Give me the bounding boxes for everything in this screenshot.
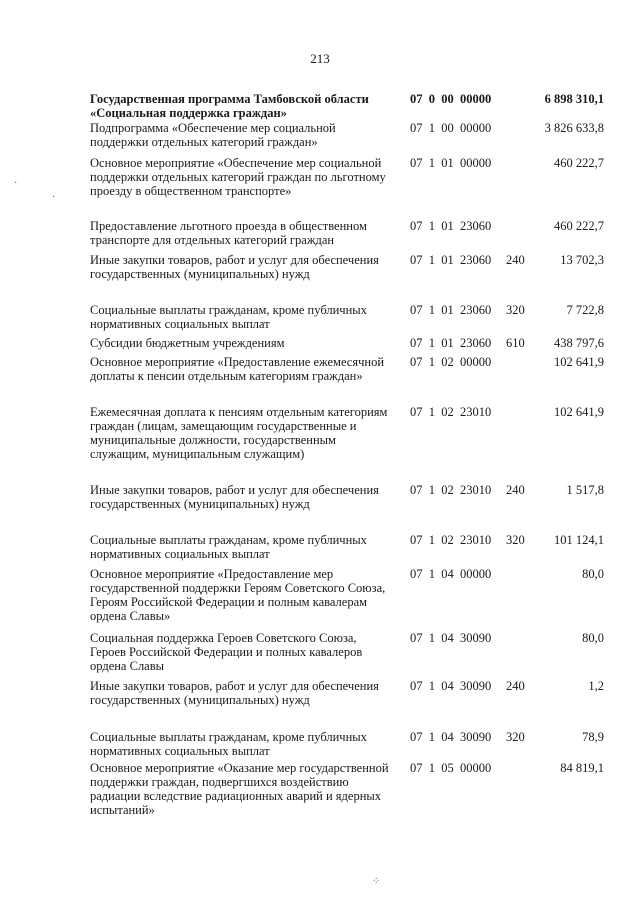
row-code: 07 1 02 00000 (410, 355, 492, 369)
row-amount: 460 222,7 (554, 156, 604, 170)
row-code: 07 0 00 00000 (410, 92, 492, 106)
page-number: 213 (310, 51, 330, 66)
row-code: 07 1 01 00000 (410, 156, 492, 170)
scan-mark: · (52, 192, 56, 203)
row-amount: 460 222,7 (554, 219, 604, 233)
row-name: Ежемесячная доплата к пенсиям отдельным категориям граждан (лицам, замещающим государственные и муниципальные должности, государственным служащим, муниципальным служащим) (90, 405, 388, 461)
row-name: Основное мероприятие «Обеспечение мер социальной поддержки отдельных категорий граждан по льготному проезду в общественном транспорте» (90, 156, 386, 198)
row-code: 07 1 04 30090 (410, 730, 492, 744)
row-amount: 101 124,1 (554, 533, 604, 547)
row-code: 07 1 04 00000 (410, 567, 492, 581)
row-expense-type: 240 (506, 483, 525, 497)
row-expense-type: 320 (506, 303, 525, 317)
row-amount: 6 898 310,1 (544, 92, 604, 106)
scan-mark: ⁘ (372, 876, 381, 887)
row-amount: 78,9 (582, 730, 604, 744)
row-name: Подпрограмма «Обеспечение мер социальной поддержки отдельных категорий граждан» (90, 121, 336, 149)
row-expense-type: 240 (506, 253, 525, 267)
row-code: 07 1 04 30090 (410, 679, 492, 693)
row-code: 07 1 01 23060 (410, 253, 492, 267)
row-amount: 13 702,3 (560, 253, 604, 267)
row-name: Основное мероприятие «Предоставление мер государственной поддержки Героям Советского Союза, Героям Российской Федерации и полным кавалерам ордена Славы» (90, 567, 386, 623)
row-amount: 438 797,6 (554, 336, 604, 350)
row-name: Государственная программа Тамбовской области «Социальная поддержка граждан» (90, 92, 369, 120)
row-code: 07 1 05 00000 (410, 761, 492, 775)
row-expense-type: 320 (506, 533, 525, 547)
row-name: Социальные выплаты гражданам, кроме публичных нормативных социальных выплат (90, 533, 367, 561)
row-name: Социальные выплаты гражданам, кроме публичных нормативных социальных выплат (90, 303, 367, 331)
row-name: Предоставление льготного проезда в общественном транспорте для отдельных категорий граждан (90, 219, 367, 247)
row-code: 07 1 02 23010 (410, 405, 492, 419)
row-name: Социальные выплаты гражданам, кроме публичных нормативных социальных выплат (90, 730, 367, 758)
row-name: Иные закупки товаров, работ и услуг для обеспечения государственных (муниципальных) нужд (90, 483, 379, 511)
row-amount: 102 641,9 (554, 405, 604, 419)
row-amount: 7 722,8 (566, 303, 604, 317)
row-name: Социальная поддержка Героев Советского Союза, Героев Российской Федерации и полных кавалеров ордена Славы (90, 631, 363, 673)
row-amount: 84 819,1 (560, 761, 604, 775)
row-code: 07 1 02 23010 (410, 483, 492, 497)
row-code: 07 1 01 23060 (410, 336, 492, 350)
row-name: Иные закупки товаров, работ и услуг для обеспечения государственных (муниципальных) нужд (90, 253, 379, 281)
row-amount: 1,2 (588, 679, 604, 693)
row-name: Субсидии бюджетным учреждениям (90, 336, 285, 350)
row-code: 07 1 00 00000 (410, 121, 492, 135)
scan-mark: · (14, 178, 18, 189)
row-amount: 1 517,8 (566, 483, 604, 497)
row-amount: 80,0 (582, 567, 604, 581)
row-name: Основное мероприятие «Предоставление ежемесячной доплаты к пенсии отдельным категориям граждан» (90, 355, 385, 383)
row-code: 07 1 02 23010 (410, 533, 492, 547)
row-code: 07 1 01 23060 (410, 219, 492, 233)
row-name: Основное мероприятие «Оказание мер государственной поддержки граждан, подвергшихся воздействию радиации вследствие радиационных аварий и ядерных испытаний» (90, 761, 389, 817)
row-expense-type: 610 (506, 336, 525, 350)
row-amount: 102 641,9 (554, 355, 604, 369)
row-amount: 80,0 (582, 631, 604, 645)
row-expense-type: 240 (506, 679, 525, 693)
row-name: Иные закупки товаров, работ и услуг для обеспечения государственных (муниципальных) нужд (90, 679, 379, 707)
row-expense-type: 320 (506, 730, 525, 744)
row-code: 07 1 04 30090 (410, 631, 492, 645)
row-amount: 3 826 633,8 (544, 121, 604, 135)
row-code: 07 1 01 23060 (410, 303, 492, 317)
